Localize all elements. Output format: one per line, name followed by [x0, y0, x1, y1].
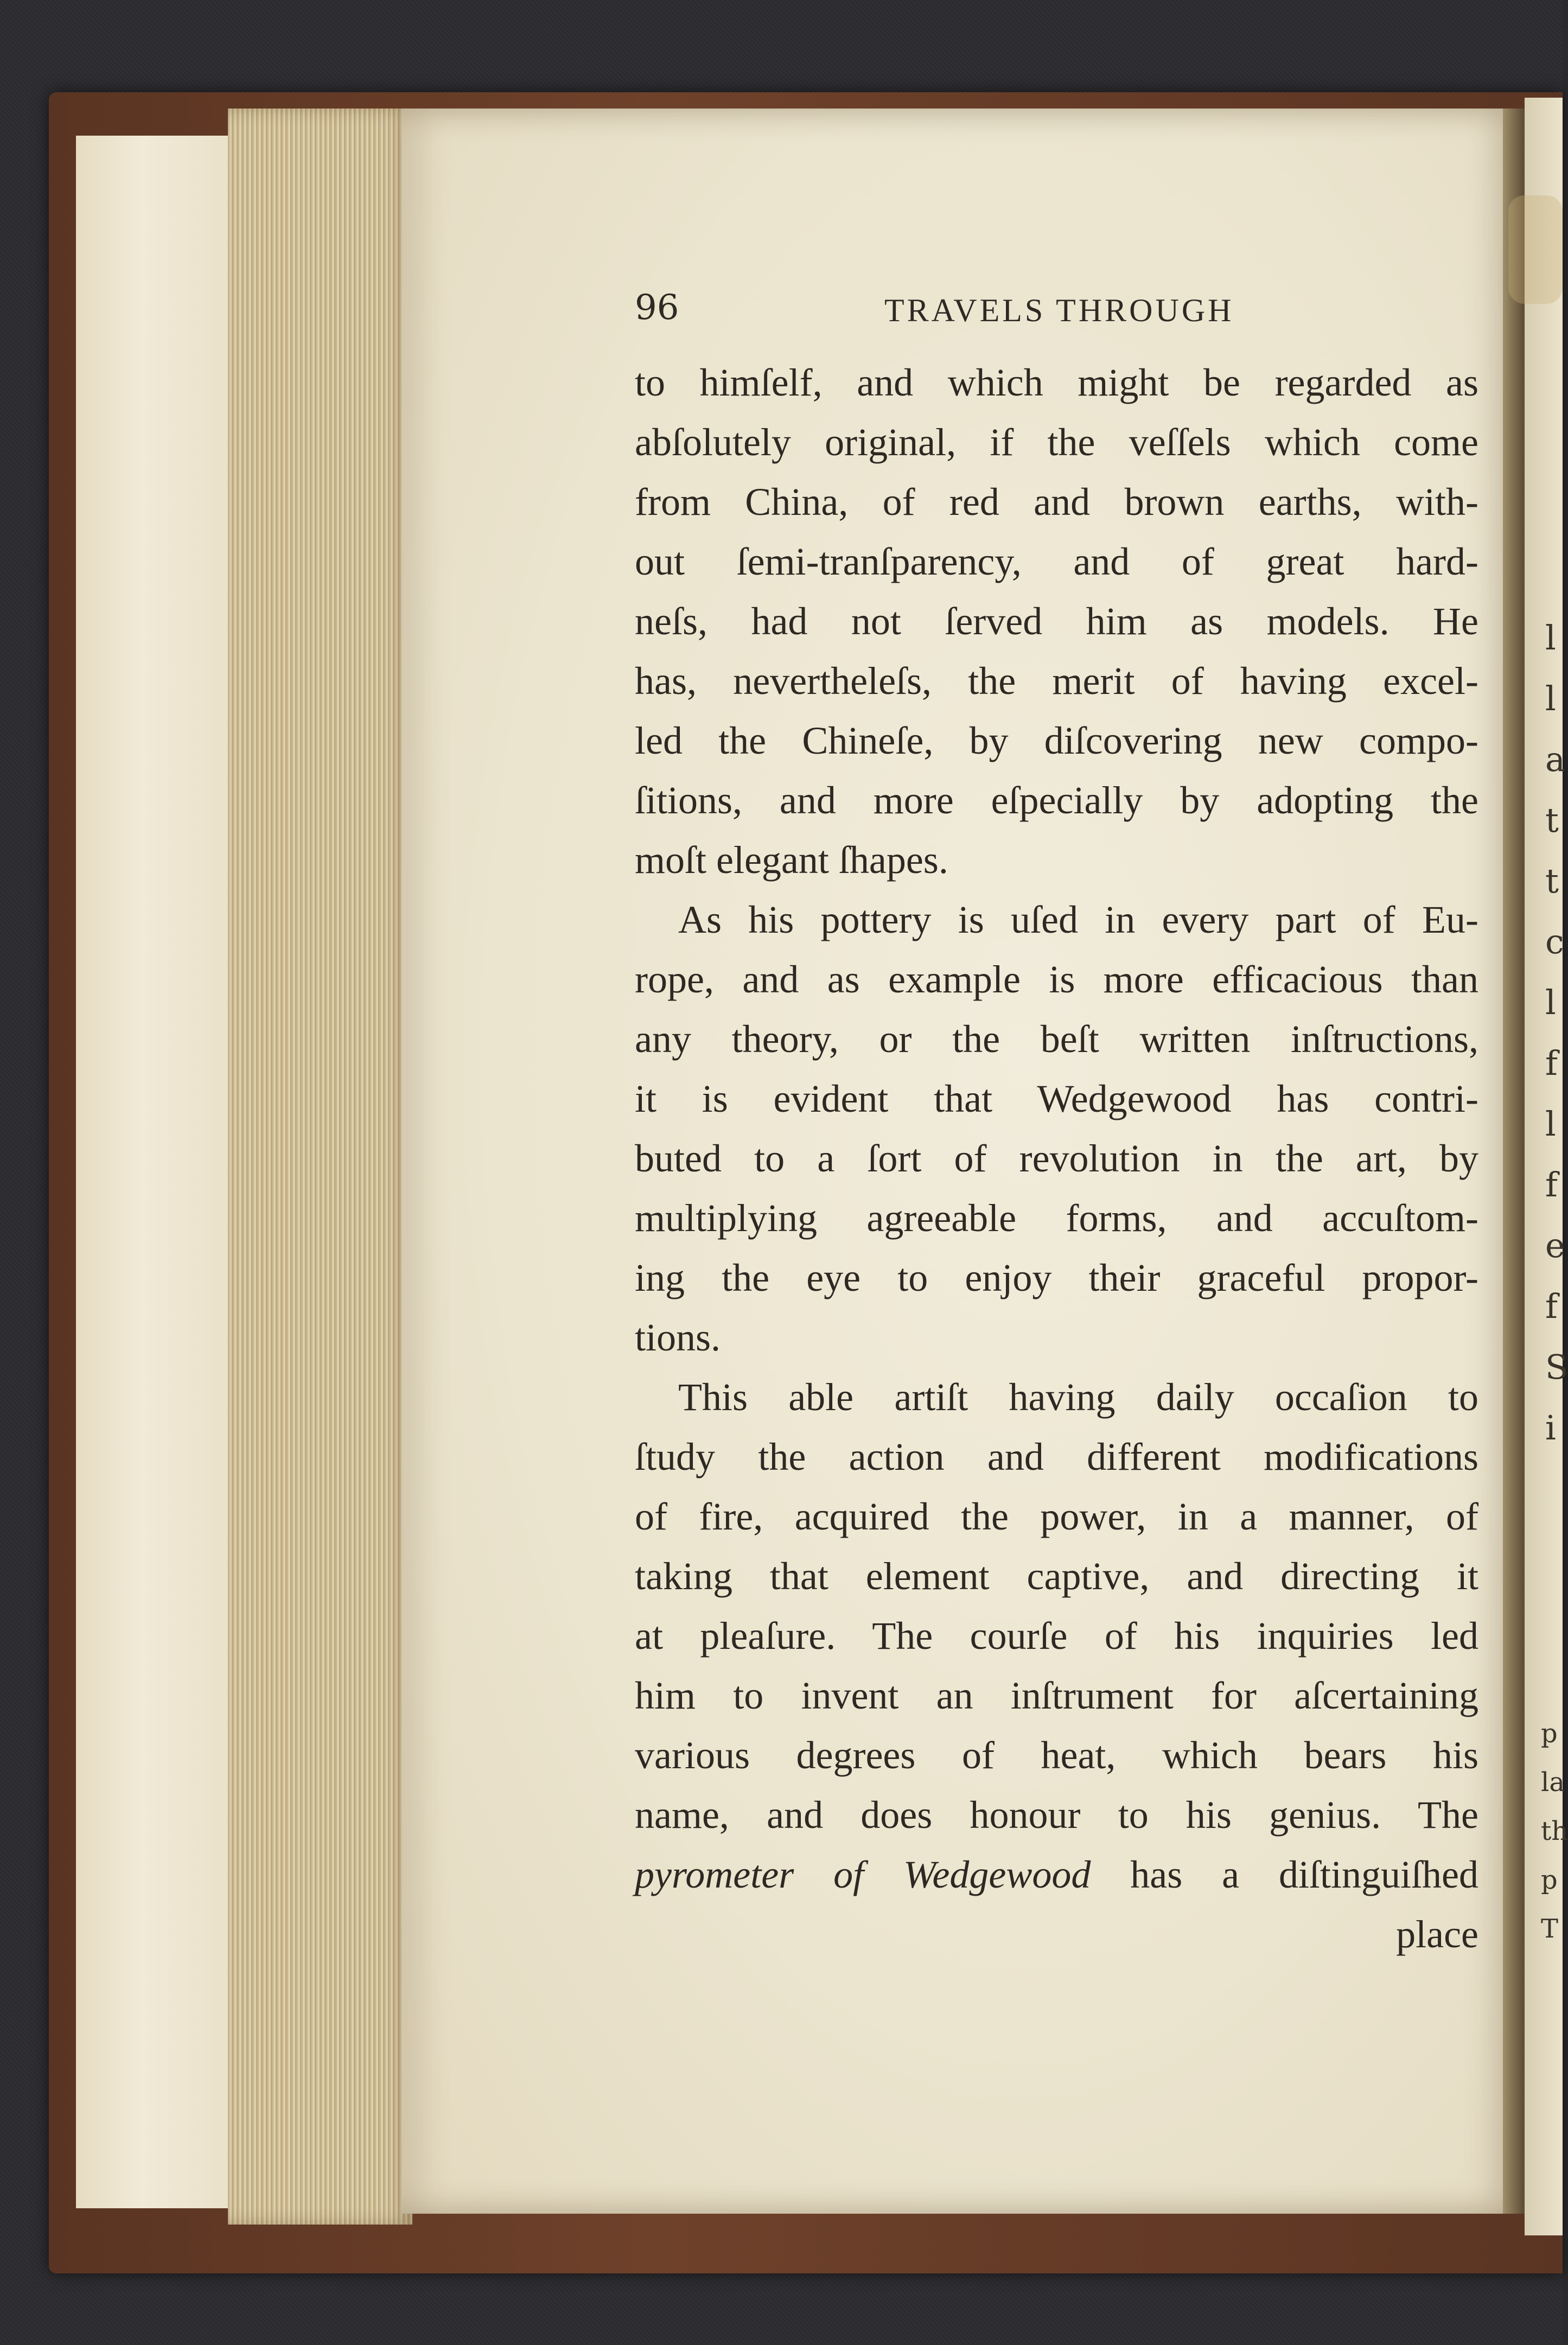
- facing-page-fragment: l: [1545, 679, 1556, 718]
- text-line: buted to a ſort of revolution in the art, by: [635, 1137, 1478, 1180]
- page-stain: [1508, 195, 1563, 304]
- text-line: at pleaſure. The courſe of his inquiries led: [635, 1614, 1478, 1658]
- facing-page-fragment: f: [1545, 1043, 1558, 1083]
- page-edges: [228, 109, 412, 2225]
- facing-page-fragment: i: [1545, 1408, 1556, 1448]
- text-line: taking that element captive, and directing it: [635, 1554, 1478, 1598]
- page-number: 96: [635, 288, 679, 328]
- flyleaf: [76, 136, 239, 2208]
- facing-page-fragment: p: [1541, 1865, 1558, 1895]
- text-line: [635, 1845, 1478, 1904]
- text-line: to himſelf, and which might be regarded as: [635, 361, 1478, 404]
- facing-page-fragment: c: [1545, 922, 1564, 961]
- book-gutter: [1503, 109, 1525, 2214]
- text-line: him to invent an inſtrument for aſcertaining: [635, 1674, 1478, 1717]
- text-line: name, and does honour to his genius. The: [635, 1793, 1478, 1837]
- facing-page-fragment: l: [1545, 618, 1556, 658]
- facing-page-text-lower: [1541, 1709, 1568, 1953]
- text-line: it is evident that Wedgewood has contri-: [635, 1077, 1478, 1120]
- facing-page-fragment: e: [1545, 1226, 1565, 1265]
- facing-page-fragment: t: [1545, 861, 1559, 901]
- facing-page-fragment: la: [1541, 1767, 1565, 1798]
- catchword: place: [1396, 1913, 1478, 1956]
- facing-page-text-upper: [1545, 608, 1568, 1458]
- text-line: This able artiſt having daily occaſion to: [678, 1375, 1478, 1419]
- text-line: ſitions, and more eſpecially by adopting the: [635, 779, 1478, 822]
- text-line: has, nevertheleſs, the merit of having excel-: [635, 659, 1478, 703]
- text-line: ſtudy the action and different modifications: [635, 1435, 1478, 1479]
- text-line: abſolutely original, if the veſſels which come: [635, 420, 1478, 464]
- text-line: any theory, or the beſt written inſtructions,: [635, 1017, 1478, 1061]
- text-line: various degrees of heat, which bears his: [635, 1734, 1478, 1777]
- text-line: moſt elegant ſhapes.: [635, 838, 948, 882]
- facing-page-fragment: f: [1545, 1165, 1558, 1205]
- text-line: from China, of red and brown earths, with-: [635, 480, 1478, 524]
- text-line: As his pottery is uſed in every part of Eu-: [678, 898, 1478, 941]
- text-line: led the Chineſe, by diſcovering new compo-: [635, 719, 1478, 762]
- text-line: rope, and as example is more efficacious than: [635, 958, 1478, 1001]
- text-line: of fire, acquired the power, in a manner, of: [635, 1495, 1478, 1538]
- facing-page-fragment: l: [1545, 1104, 1556, 1144]
- text-line-rest: has a diſtinguiſhed: [1091, 1853, 1478, 1896]
- text-line: multiplying agreeable forms, and accuſtom-: [635, 1196, 1478, 1240]
- running-head: [635, 288, 1476, 336]
- facing-page-fragment: f: [1545, 1286, 1558, 1326]
- text-line: neſs, had not ſerved him as models. He: [635, 600, 1478, 643]
- facing-page-fragment: th: [1541, 1816, 1568, 1846]
- facing-page-fragment: p: [1541, 1718, 1558, 1749]
- facing-page-fragment: a: [1545, 740, 1565, 779]
- running-title: TRAVELS THROUGH: [884, 292, 1234, 328]
- text-line: tions.: [635, 1316, 721, 1359]
- text-line: out ſemi-tranſparency, and of great hard-: [635, 540, 1478, 583]
- facing-page-fragment: T: [1541, 1914, 1559, 1944]
- facing-page-fragment: S: [1545, 1347, 1568, 1387]
- body-text: [635, 353, 1478, 1964]
- facing-page-fragment: t: [1545, 800, 1559, 840]
- italic-term: pyrometer of Wedgewood: [635, 1853, 1091, 1896]
- text-line: ing the eye to enjoy their graceful propor-: [635, 1256, 1478, 1299]
- facing-page-fragment: l: [1545, 983, 1556, 1022]
